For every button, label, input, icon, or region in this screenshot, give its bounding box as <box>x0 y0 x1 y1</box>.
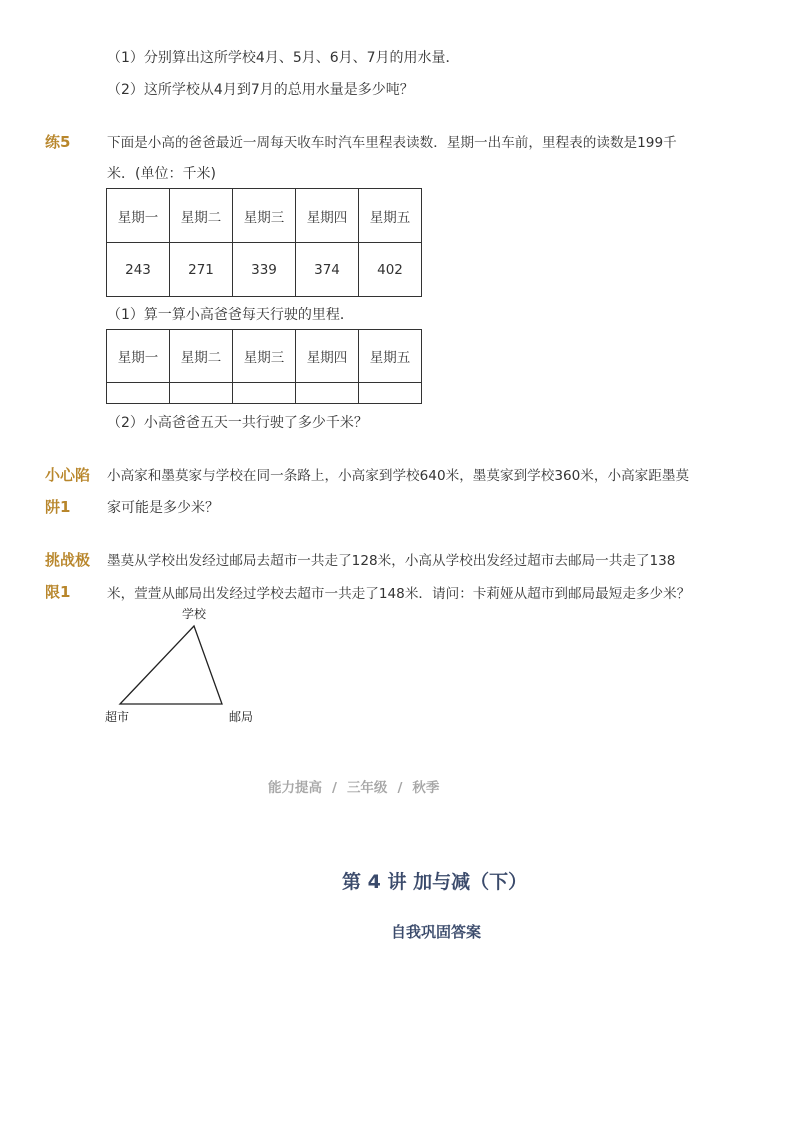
footer-part3: 秋季 <box>412 780 440 796</box>
answer-section-title: 自我巩固答案 <box>391 923 482 941</box>
table-header-cell: 星期五 <box>359 189 422 243</box>
table-cell-empty <box>107 383 170 404</box>
challenge-1-text-line1: 墨莫从学校出发经过邮局去超市一共走了128米，小高从学校出发经过超市去邮局一共走了138 <box>107 553 676 569</box>
table-header-cell: 星期一 <box>107 330 170 383</box>
table-cell-empty <box>359 383 422 404</box>
table-header-cell: 星期三 <box>233 330 296 383</box>
triangle-diagram <box>100 600 270 725</box>
challenge-1-label-line1: 挑战极 <box>45 551 91 569</box>
table-row <box>107 383 422 404</box>
table-cell-empty <box>296 383 359 404</box>
label-post-office: 邮局 <box>229 710 254 724</box>
label-supermarket: 超市 <box>105 710 130 724</box>
page-footer <box>268 776 439 796</box>
table-cell: 374 <box>296 243 359 297</box>
footer-part2: 三年级 <box>346 780 388 796</box>
table-header-cell: 星期四 <box>296 189 359 243</box>
challenge-1-text-line2: 米，萱萱从邮局出发经过学校去超市一共走了148米．请问：卡莉娅从超市到邮局最短走多少米？ <box>107 586 691 602</box>
trap-1-text-line2: 家可能是多少米？ <box>107 500 219 516</box>
trap-1-label-line2: 阱1 <box>45 498 71 516</box>
footer-part1: 能力提高 <box>268 780 322 796</box>
table-header-row <box>107 189 422 243</box>
triangle-shape <box>120 626 222 704</box>
exercise-5-label: 练5 <box>45 133 71 151</box>
lesson-title: 第 4 讲 加与减（下） <box>342 871 528 893</box>
table-cell: 339 <box>233 243 296 297</box>
table-header-cell: 星期二 <box>170 189 233 243</box>
exercise-5-text-line2: 米．(单位：千米) <box>107 166 216 182</box>
table-row <box>107 243 422 297</box>
trap-1-label-line1: 小心陷 <box>45 466 91 484</box>
table-cell-empty <box>233 383 296 404</box>
table-header-cell: 星期四 <box>296 330 359 383</box>
footer-separator: / <box>332 780 337 796</box>
table-cell: 243 <box>107 243 170 297</box>
daily-mileage-table <box>106 329 422 404</box>
footer-separator: / <box>397 780 403 796</box>
prev-question-sub2: （2）这所学校从4月到7月的总用水量是多少吨？ <box>107 82 414 98</box>
table-header-cell: 星期一 <box>107 189 170 243</box>
table-cell: 271 <box>170 243 233 297</box>
prev-question-sub1: （1）分别算出这所学校4月、5月、6月、7月的用水量． <box>107 50 460 66</box>
trap-1-text-line1: 小高家和墨莫家与学校在同一条路上，小高家到学校640米，墨莫家到学校360米，小高家距墨莫 <box>107 468 690 484</box>
table-header-cell: 星期二 <box>170 330 233 383</box>
challenge-1-label-line2: 限1 <box>45 583 71 601</box>
exercise-5-text-line1: 下面是小高的爸爸最近一周每天收车时汽车里程表读数．星期一出车前，里程表的读数是199千 <box>107 135 677 151</box>
table-cell: 402 <box>359 243 422 297</box>
table-header-cell: 星期五 <box>359 330 422 383</box>
exercise-5-sub2: （2）小高爸爸五天一共行驶了多少千米？ <box>107 415 368 431</box>
table-header-row <box>107 330 422 383</box>
label-school: 学校 <box>182 607 207 621</box>
exercise-5-sub1: （1）算一算小高爸爸每天行驶的里程． <box>107 307 354 323</box>
odometer-table <box>106 188 422 297</box>
table-header-cell: 星期三 <box>233 189 296 243</box>
table-cell-empty <box>170 383 233 404</box>
